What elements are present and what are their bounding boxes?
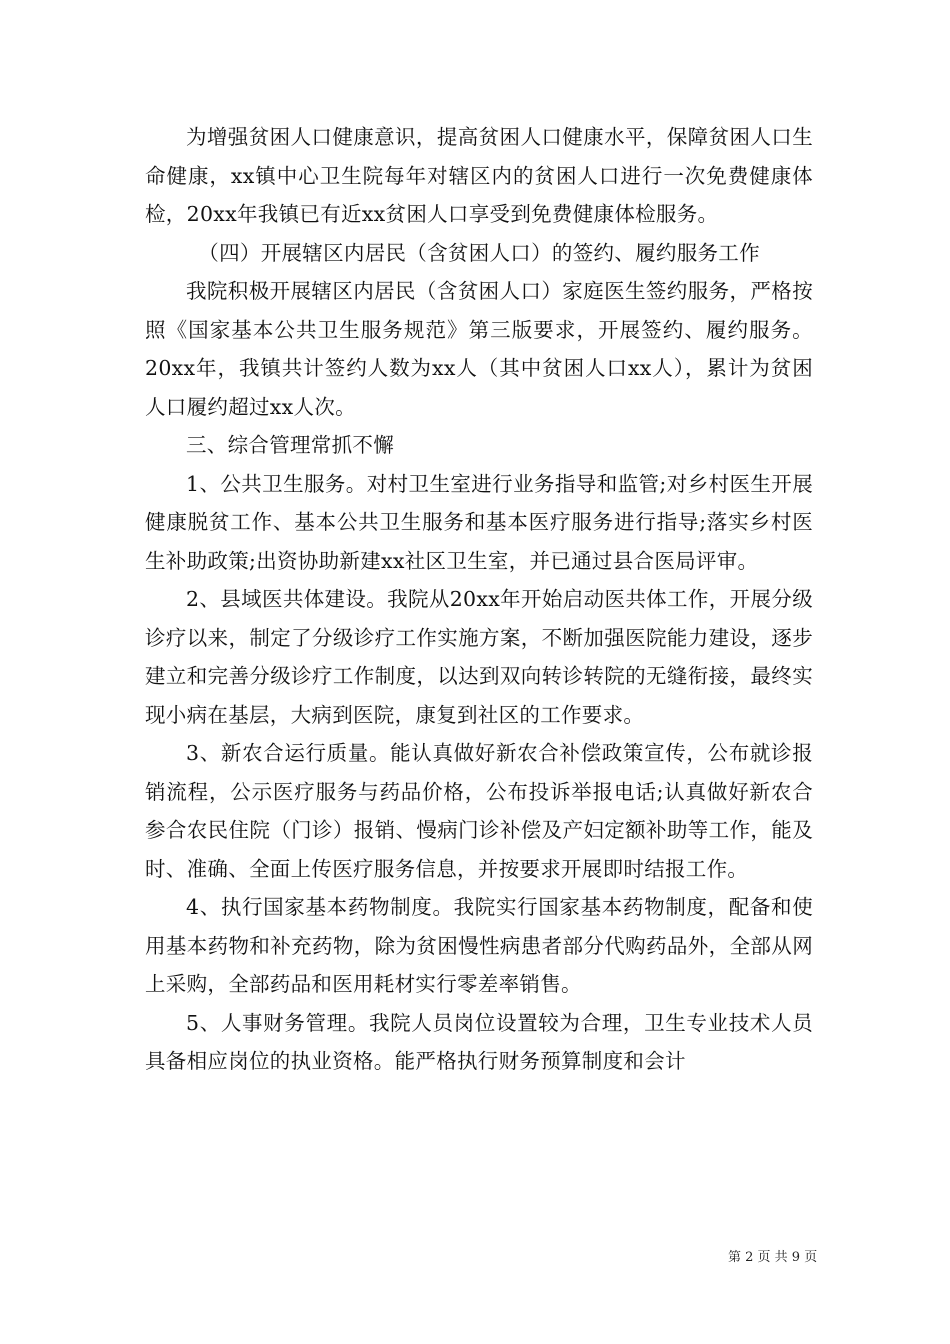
page-number-footer: 第 2 页 共 9 页	[728, 1250, 818, 1265]
paragraph-family-doctor-signing: 我院积极开展辖区内居民（含贫困人口）家庭医生签约服务，严格按照《国家基本公共卫生服务规范》第三版要求，开展签约、履约服务。20xx年，我镇共计签约人数为xx人（其中贫困人口xx人），累计为贫困人口履约超过xx人次。	[145, 279, 813, 419]
section-heading-management: 三、综合管理常抓不懈	[186, 433, 394, 457]
paragraph-personnel-finance: 5、人事财务管理。我院人员岗位设置较为合理，卫生专业技术人员具备相应岗位的执业资格。能严格执行财务预算制度和会计	[145, 1010, 813, 1073]
document-body	[145, 118, 813, 1081]
paragraph-rural-cooperative: 3、新农合运行质量。能认真做好新农合补偿政策宣传，公布就诊报销流程，公示医疗服务与药品价格，公布投诉举报电话;认真做好新农合参合农民住院（门诊）报销、慢病门诊补偿及产妇定额补助等工作，能及时、准确、全面上传医疗服务信息，并按要求开展即时结报工作。	[145, 741, 813, 881]
paragraph-public-health: 1、公共卫生服务。对村卫生室进行业务指导和监管;对乡村医生开展健康脱贫工作、基本公共卫生服务和基本医疗服务进行指导;落实乡村医生补助政策;出资协助新建xx社区卫生室，并已通过县合医局评审。	[145, 471, 813, 573]
paragraph-essential-drugs: 4、执行国家基本药物制度。我院实行国家基本药物制度，配备和使用基本药物和补充药物，除为贫困慢性病患者部分代购药品外，全部从网上采购，全部药品和医用耗材实行零差率销售。	[145, 895, 813, 996]
paragraph-medical-alliance: 2、县域医共体建设。我院从20xx年开始启动医共体工作，开展分级诊疗以来，制定了分级诊疗工作实施方案，不断加强医院能力建设，逐步建立和完善分级诊疗工作制度，以达到双向转诊转院的无缝衔接，最终实现小病在基层，大病到医院，康复到社区的工作要求。	[145, 587, 813, 727]
section-heading-signing-service: （四）开展辖区内居民（含贫困人口）的签约、履约服务工作	[198, 240, 760, 265]
paragraph-health-checkup: 为增强贫困人口健康意识，提高贫困人口健康水平，保障贫困人口生命健康，xx镇中心卫生院每年对辖区内的贫困人口进行一次免费健康体检，20xx年我镇已有近xx贫困人口享受到免费健康体检服务。	[145, 125, 813, 226]
